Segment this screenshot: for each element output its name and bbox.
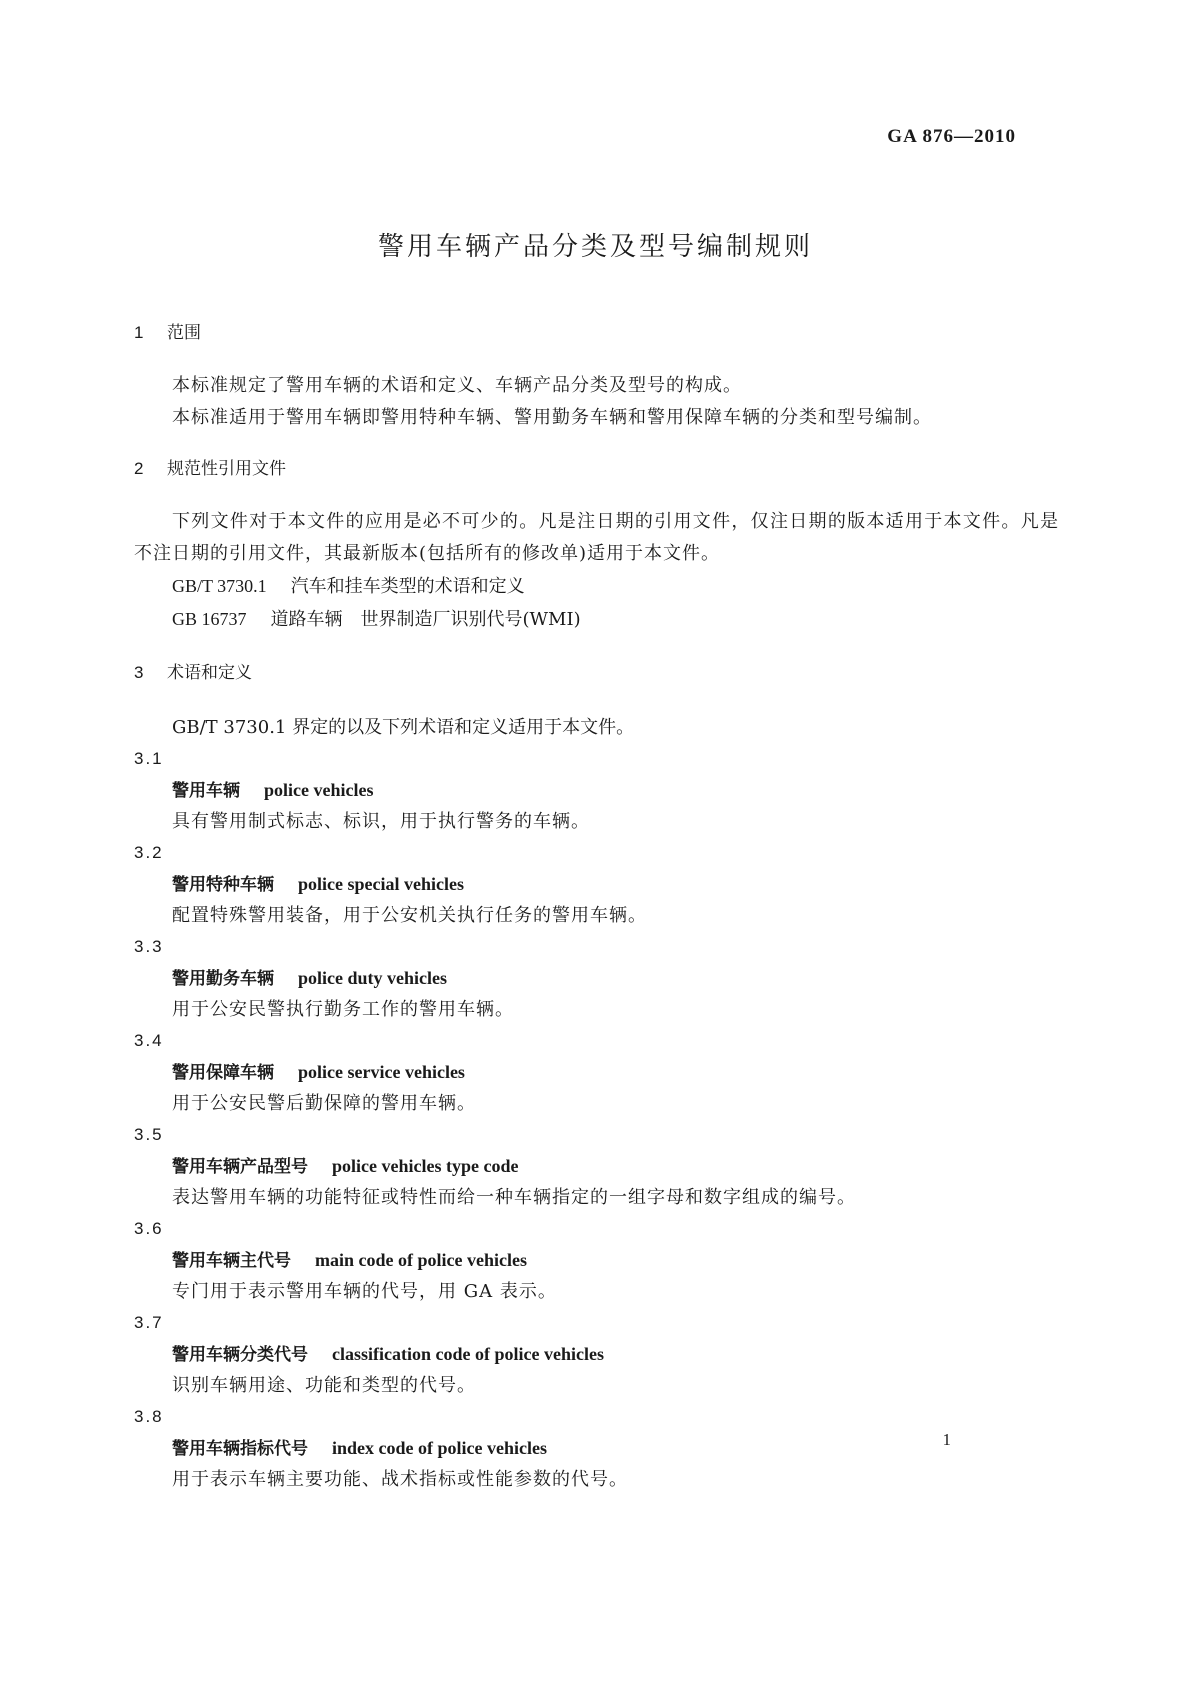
term-english-name: main code of police vehicles [315,1250,527,1270]
paragraph: 下列文件对于本文件的应用是必不可少的。凡是注日期的引用文件，仅注日期的版本适用于本文件。凡是不注日期的引用文件，其最新版本(包括所有的修改单)适用于本文件。 [134,511,1059,564]
section-number: 3 [134,663,144,682]
paragraph: 本标准规定了警用车辆的术语和定义、车辆产品分类及型号的构成。 [172,375,742,396]
term-number: 3.5 [134,1125,164,1144]
term-definition: 识别车辆用途、功能和类型的代号。 [172,1375,476,1396]
term-name [134,1338,1059,1370]
reference-item [134,570,1059,603]
reference-code: GB 16737 [172,609,247,629]
term-definition: 用于公安民警执行勤务工作的警用车辆。 [172,999,514,1020]
section-heading [134,658,1059,688]
term-english-name: police service vehicles [298,1062,465,1082]
term-number: 3.4 [134,1031,164,1050]
term-name [134,1150,1059,1182]
reference-title: 道路车辆 世界制造厂识别代号(WMI) [270,609,581,630]
term-english-name: police vehicles type code [332,1156,519,1176]
term-definition: 专门用于表示警用车辆的代号，用 GA 表示。 [172,1281,557,1302]
term-definition: 具有警用制式标志、标识，用于执行警务的车辆。 [172,811,590,832]
term-name [134,1244,1059,1276]
section-normative-references [134,454,1059,636]
term-definition: 用于公安民警后勤保障的警用车辆。 [172,1093,476,1114]
term-number: 3.8 [134,1407,164,1426]
term-chinese-name: 警用车辆分类代号 [172,1345,308,1365]
term-chinese-name: 警用车辆主代号 [172,1251,291,1271]
term-number: 3.3 [134,937,164,956]
section-scope [134,318,1059,434]
section-number: 1 [134,323,144,342]
term-name [134,774,1059,806]
term-english-name: police special vehicles [298,874,464,894]
term-entry [134,744,1059,838]
standard-code: GA 876—2010 [887,126,1016,147]
reference-title: 汽车和挂车类型的术语和定义 [290,576,525,597]
reference-item [134,603,1059,636]
section-title: 术语和定义 [167,663,252,683]
term-entry [134,1308,1059,1402]
term-number: 3.2 [134,843,164,862]
document-title: 警用车辆产品分类及型号编制规则 [377,232,813,262]
term-chinese-name: 警用车辆产品型号 [172,1157,308,1177]
term-number: 3.7 [134,1313,164,1332]
section-title: 规范性引用文件 [167,459,286,479]
term-name [134,1056,1059,1088]
term-name [134,962,1059,994]
term-english-name: police vehicles [264,780,374,800]
term-entry [134,838,1059,932]
term-chinese-name: 警用车辆 [172,781,240,801]
section-heading [134,454,1059,484]
term-definition: 用于表示车辆主要功能、战术指标或性能参数的代号。 [172,1469,628,1490]
section-terms-and-definitions [134,658,1059,1496]
term-english-name: classification code of police vehicles [332,1344,604,1364]
term-chinese-name: 警用保障车辆 [172,1063,274,1083]
term-english-name: index code of police vehicles [332,1438,547,1458]
reference-code: GB/T 3730.1 [172,576,267,596]
term-chinese-name: 警用勤务车辆 [172,969,274,989]
term-name [134,1432,1059,1464]
term-number: 3.1 [134,749,164,768]
term-list [134,744,1059,1496]
term-entry [134,932,1059,1026]
paragraph: 本标准适用于警用车辆即警用特种车辆、警用勤务车辆和警用保障车辆的分类和型号编制。 [172,407,932,428]
term-number: 3.6 [134,1219,164,1238]
section-number: 2 [134,459,144,478]
term-name [134,868,1059,900]
term-english-name: police duty vehicles [298,968,447,988]
term-entry [134,1026,1059,1120]
term-definition: 配置特殊警用装备，用于公安机关执行任务的警用车辆。 [172,905,647,926]
term-entry [134,1214,1059,1308]
term-entry [134,1120,1059,1214]
page-number: 1 [942,1430,951,1449]
section-heading [134,318,1059,348]
section-title: 范围 [167,323,201,343]
term-definition: 表达警用车辆的功能特征或特性而给一种车辆指定的一组字母和数字组成的编号。 [172,1187,856,1208]
term-entry [134,1402,1059,1496]
document-body [134,318,1059,1496]
term-chinese-name: 警用车辆指标代号 [172,1439,308,1459]
term-chinese-name: 警用特种车辆 [172,875,274,895]
section-intro: GB/T 3730.1 界定的以及下列术语和定义适用于本文件。 [172,717,635,738]
